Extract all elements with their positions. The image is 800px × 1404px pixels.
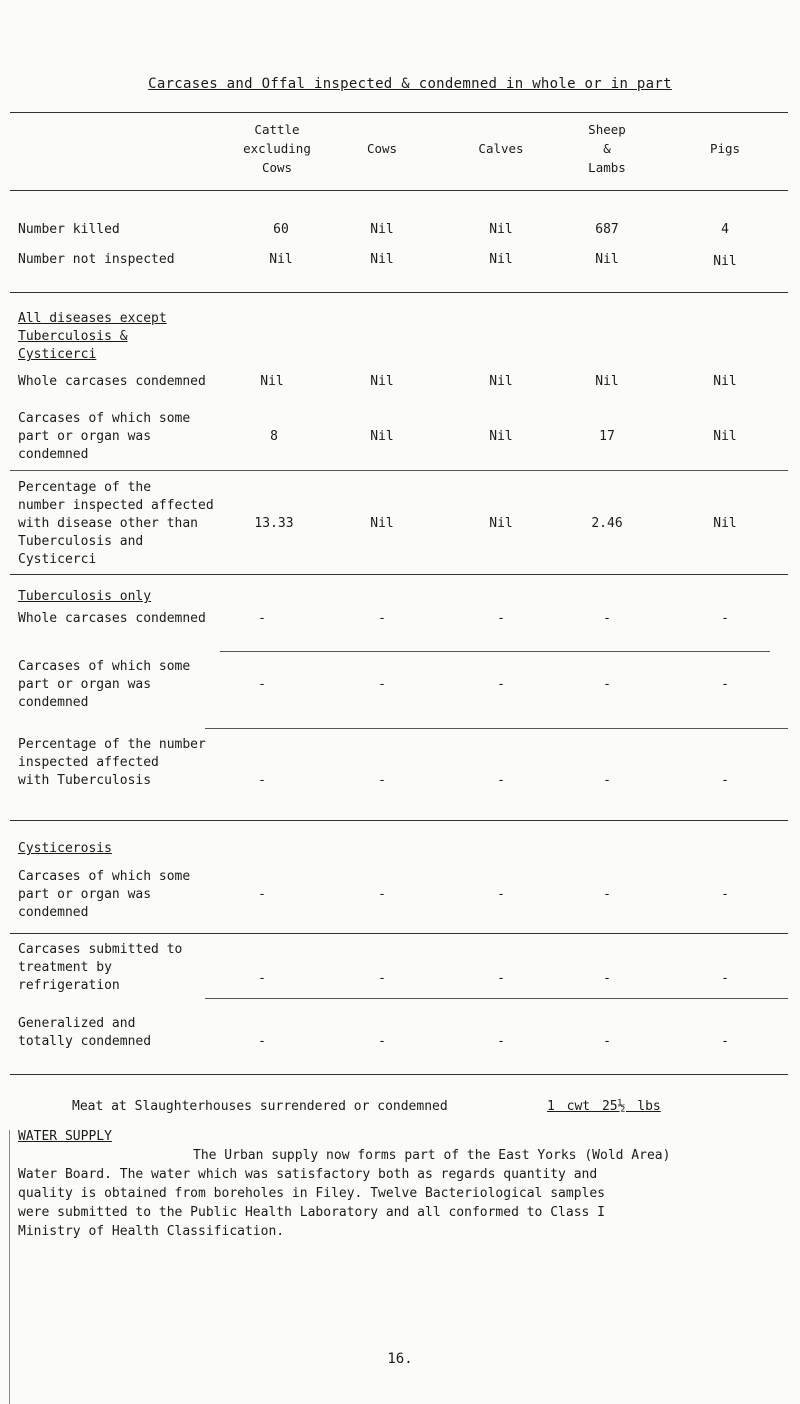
section-heading-tuberculosis: Tuberculosis only xyxy=(18,589,152,604)
section-heading-all-diseases: All diseases except Tuberculosis & Cysticerci xyxy=(18,311,167,362)
section-rule xyxy=(10,574,788,575)
row-label-whole-carcases: Whole carcases condemned xyxy=(18,611,206,626)
cell: - xyxy=(258,611,266,626)
cell: Nil xyxy=(370,429,394,444)
row-label-refrigeration: Carcases submitted to treatment by refrigeration xyxy=(18,942,183,993)
section-rule xyxy=(10,820,788,821)
cell: - xyxy=(258,677,266,692)
cell: 13.33 xyxy=(254,516,294,531)
cell: - xyxy=(603,971,611,986)
row-label-percentage: Percentage of the number inspected affected with Tuberculosis xyxy=(18,737,206,788)
cell: - xyxy=(603,773,611,788)
cell: 60 xyxy=(273,222,289,237)
row-label-part-condemned: Carcases of which some part or organ was condemned xyxy=(18,869,191,920)
water-supply-heading: WATER SUPPLY xyxy=(18,1129,112,1144)
water-supply-paragraph xyxy=(18,1146,758,1241)
cell: - xyxy=(721,773,729,788)
cell: - xyxy=(378,887,386,902)
cell: Nil xyxy=(713,374,737,389)
col-header-sheep: Sheep & Lambs xyxy=(588,122,626,175)
cell: - xyxy=(603,677,611,692)
cell: Nil xyxy=(489,374,513,389)
cell: - xyxy=(497,677,505,692)
cell: Nil xyxy=(489,252,513,267)
col-header-cows: Cows xyxy=(366,141,398,156)
cell: - xyxy=(378,773,386,788)
cell: Nil xyxy=(260,374,284,389)
cell: - xyxy=(721,677,729,692)
cell: - xyxy=(721,887,729,902)
cell: - xyxy=(378,611,386,626)
row-rule xyxy=(10,470,788,471)
cell: - xyxy=(378,677,386,692)
cell: - xyxy=(721,1034,729,1049)
cell: - xyxy=(721,971,729,986)
row-label-part-condemned: Carcases of which some part or organ was condemned xyxy=(18,659,191,710)
meat-surrendered-text: Meat at Slaughterhouses surrendered or condemned xyxy=(72,1099,448,1114)
water-supply-text: The Urban supply now forms part of the East Yorks (Wold Area) Water Board. The water which was satisfactory both as regards quantity and quality is obtained from boreholes in Filey. Twelve Bacteriological samples were submitted to the Public Health Laboratory and all conformed to Class I Ministry of Health Classification. xyxy=(18,1148,671,1239)
cell: Nil xyxy=(595,374,619,389)
row-rule xyxy=(205,998,788,999)
row-rule xyxy=(10,933,788,934)
cell: - xyxy=(497,971,505,986)
cell: 8 xyxy=(270,429,278,444)
table-bottom-rule xyxy=(10,1074,788,1075)
cell: 4 xyxy=(721,222,729,237)
col-header-pigs: Pigs xyxy=(709,141,741,156)
cell: - xyxy=(378,1034,386,1049)
cell: Nil xyxy=(595,252,619,267)
cell: Nil xyxy=(489,222,513,237)
cell: Nil xyxy=(489,516,513,531)
cell: Nil xyxy=(370,374,394,389)
cell: 17 xyxy=(599,429,615,444)
cell: Nil xyxy=(269,252,293,267)
cell: Nil xyxy=(370,222,394,237)
cell: - xyxy=(497,773,505,788)
meat-surrendered-quantity: 1 cwt 25½ lbs xyxy=(547,1099,661,1114)
cell: - xyxy=(497,1034,505,1049)
cell: - xyxy=(497,611,505,626)
cell: - xyxy=(258,971,266,986)
cell: - xyxy=(258,773,266,788)
cell: - xyxy=(603,611,611,626)
cell: 687 xyxy=(595,222,619,237)
cell: - xyxy=(378,971,386,986)
row-label-part-condemned: Carcases of which some part or organ was condemned xyxy=(18,411,191,462)
cell: Nil xyxy=(713,429,737,444)
row-label-not-inspected: Number not inspected xyxy=(18,252,175,267)
row-rule xyxy=(205,728,788,729)
row-label-number-killed: Number killed xyxy=(18,222,120,237)
cell: Nil xyxy=(489,429,513,444)
row-rule xyxy=(220,651,770,652)
cell: Nil xyxy=(370,516,394,531)
cell: - xyxy=(258,1034,266,1049)
col-header-cattle: Cattle excluding Cows xyxy=(243,122,311,175)
page-number: 16. xyxy=(387,1351,413,1367)
col-header-calves: Calves xyxy=(478,141,524,156)
header-bottom-rule xyxy=(10,190,788,191)
header-top-rule xyxy=(10,112,788,113)
cell: - xyxy=(603,1034,611,1049)
cell: - xyxy=(603,887,611,902)
table-title: Carcases and Offal inspected & condemned in whole or in part xyxy=(148,76,672,92)
row-label-generalized: Generalized and totally condemned xyxy=(18,1016,152,1049)
cell: - xyxy=(258,887,266,902)
cell: 2.46 xyxy=(591,516,623,531)
row-label-whole-carcases: Whole carcases condemned xyxy=(18,374,206,389)
cell: - xyxy=(497,887,505,902)
section-heading-cysticerosis: Cysticerosis xyxy=(18,841,112,856)
cell: Nil xyxy=(370,252,394,267)
row-label-percentage: Percentage of the number inspected affected with disease other than Tuberculosis and Cysticerci xyxy=(18,480,214,567)
cell: Nil xyxy=(713,516,737,531)
cell: - xyxy=(721,611,729,626)
section-rule xyxy=(10,292,788,293)
cell: Nil xyxy=(713,254,737,269)
